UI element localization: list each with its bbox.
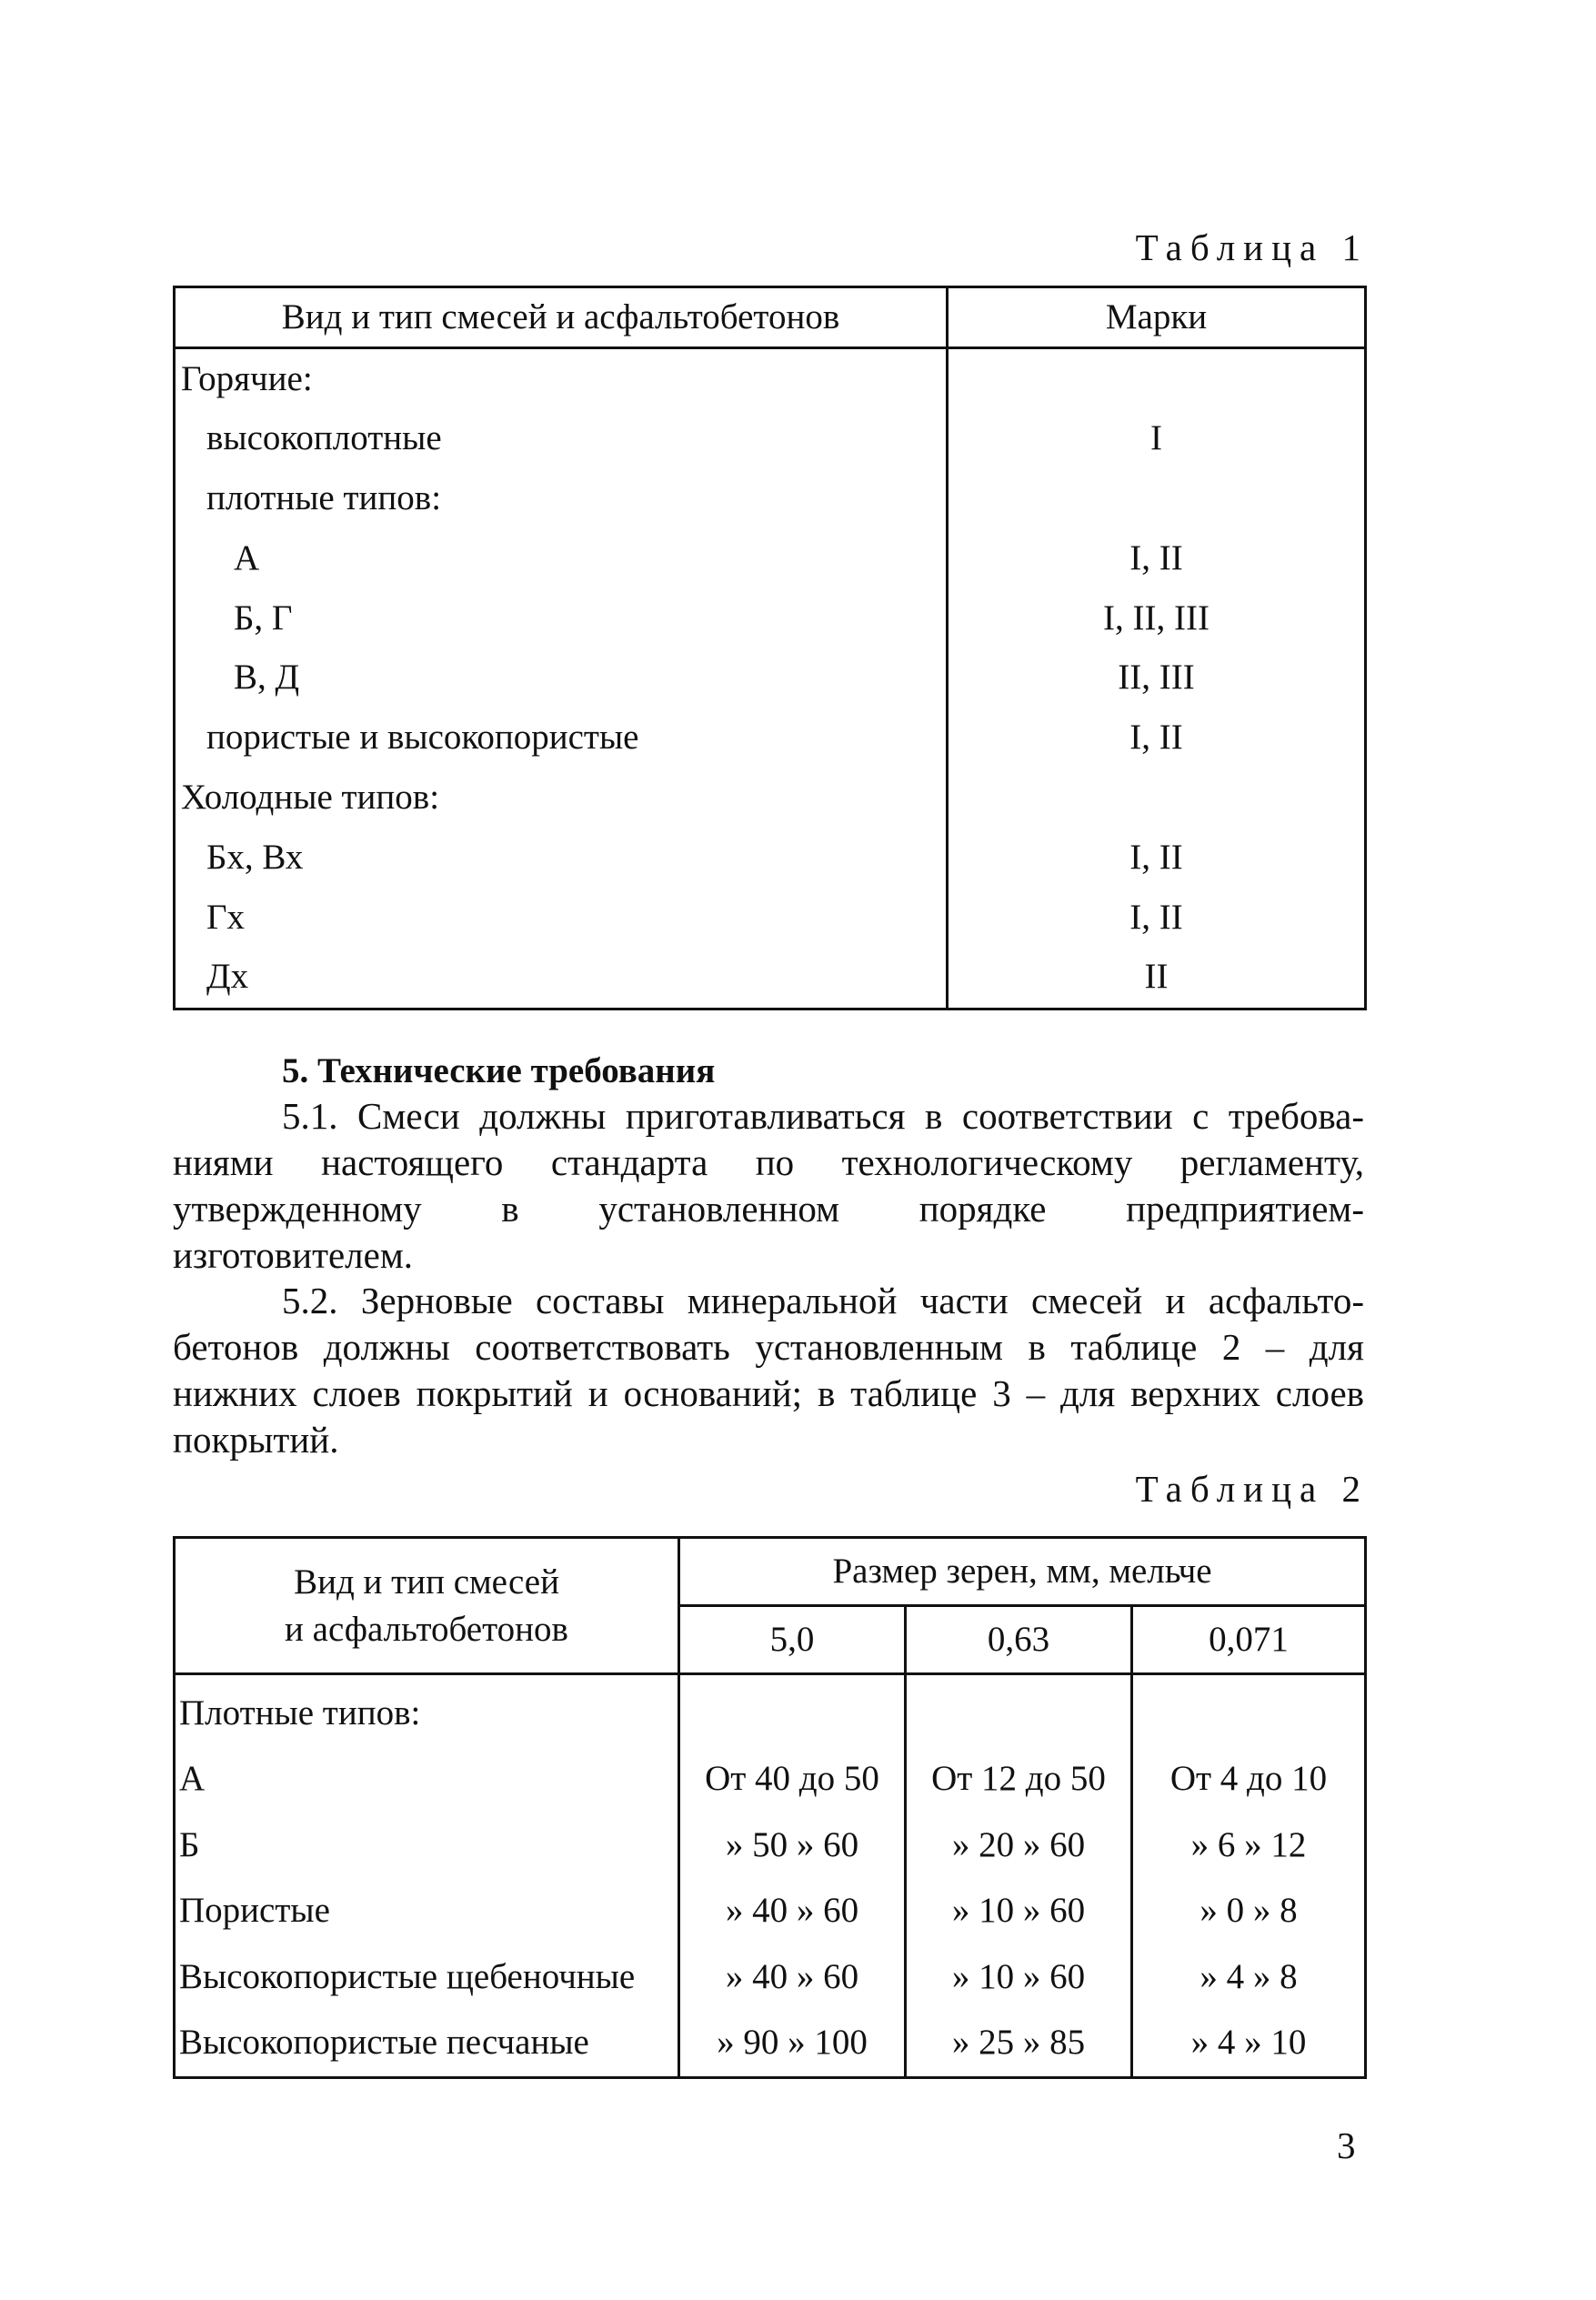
paragraph-5-2 (173, 1278, 1364, 1463)
table2-header-size: 0,071 (1132, 1606, 1366, 1674)
table2-cell: » 4 » 10 (1190, 2023, 1307, 2063)
table1-row-type: Дх (206, 957, 249, 997)
table2-row-type: Высокопористые щебеночные (179, 1956, 636, 1996)
paragraph-line: ниями настоящего стандарта по технологическому регламенту, (173, 1141, 1364, 1183)
paragraph-line: утвержденному в установленном порядке предприятием- (173, 1188, 1364, 1230)
table1-row-type: А (234, 537, 260, 578)
table2-size-0071-column (1132, 1674, 1366, 2078)
table2-body (175, 1674, 1366, 2078)
table2 (173, 1536, 1367, 2079)
table2-cell: » 90 » 100 (717, 2023, 868, 2063)
table2-row-type: Пористые (179, 1891, 330, 1931)
page-number: 3 (1337, 2124, 1356, 2166)
table2-cell: » 25 » 85 (951, 2023, 1086, 2063)
table2-cell: От 4 до 10 (1169, 1759, 1328, 1799)
table2-row-type: Высокопористые песчаные (179, 2023, 589, 2063)
table2-header-size: 5,0 (679, 1606, 906, 1674)
table2-type-column (175, 1674, 679, 2078)
table1-header-grade: Марки (948, 287, 1366, 348)
table1-row-type: высокоплотные (206, 418, 442, 458)
table2-cell: » 50 » 60 (725, 1824, 859, 1864)
table2-cell: » 0 » 8 (1200, 1891, 1298, 1931)
table1-row-type: Горячие: (181, 358, 313, 398)
table2-cell (680, 1681, 904, 1747)
table2-cell: » 4 » 8 (1200, 1956, 1298, 1996)
table1-header-row (175, 287, 1366, 348)
table2-size-5-column (679, 1674, 906, 2078)
table1-row-grade: I (1150, 418, 1162, 458)
table2-header-type-line: Вид и тип смесей (294, 1562, 559, 1602)
table1-row-type: Гх (206, 897, 246, 937)
table2-cell: » 40 » 60 (725, 1956, 859, 1996)
table1-header-type: Вид и тип смесей и асфальтобетонов (175, 287, 948, 348)
table2-row-type: А (179, 1759, 206, 1799)
table1-row-grade: I, II (1129, 837, 1183, 877)
table2-size-063-column (906, 1674, 1132, 2078)
paragraph-line: бетонов должны соответствовать установленным в таблице 2 – для (173, 1326, 1364, 1368)
paragraph-line: изготовителем. (173, 1234, 414, 1276)
table1-row-grade: II, III (1118, 658, 1195, 698)
table1-row-type: плотные типов: (206, 478, 442, 518)
table2-cell: » 10 » 60 (951, 1956, 1086, 1996)
paragraph-line: 5.2. Зерновые составы минеральной части смесей и асфальто- (282, 1280, 1364, 1321)
table2-cell: От 12 до 50 (931, 1759, 1106, 1799)
table2-header-group: Размер зерен, мм, мельче (679, 1538, 1366, 1606)
table2-header-size: 0,63 (906, 1606, 1132, 1674)
table2-cell: » 10 » 60 (951, 1891, 1086, 1931)
section-heading: 5. Технические требования (282, 1051, 716, 1090)
table1-grade-column (948, 348, 1366, 1009)
table1-type-column (175, 348, 948, 1009)
table1-caption: Таблица 1 (1135, 226, 1369, 268)
table2-header-row (175, 1538, 1366, 1606)
table1-row-grade: I, II (1129, 897, 1183, 937)
paragraph-line: нижних слоев покрытий и оснований; в таблице 3 – для верхних слоев (173, 1372, 1364, 1414)
table2-cell (907, 1681, 1130, 1747)
table2-cell: » 6 » 12 (1190, 1824, 1307, 1864)
table1-row-grade: II (1144, 957, 1169, 997)
table1-row-grade: I, II, III (1103, 598, 1210, 638)
table1-row-type: В, Д (234, 658, 300, 698)
table1 (173, 286, 1367, 1010)
table1-row-grade (949, 349, 1364, 409)
paragraph-line: покрытий. (173, 1419, 339, 1461)
table1-row-grade: I, II (1129, 537, 1183, 578)
table2-caption: Таблица 2 (1135, 1468, 1369, 1510)
table1-row-type: Бх, Вх (206, 837, 304, 877)
table1-row-grade (949, 469, 1364, 529)
table1-row-type: пористые и высокопористые (206, 718, 639, 758)
table1-row-type: Холодные типов: (181, 778, 440, 818)
table2-row-type: Б (179, 1824, 200, 1864)
paragraph-line: 5.1. Смеси должны приготавливаться в соответствии с требова- (282, 1095, 1364, 1137)
table2-header-type-line: и асфальтобетонов (285, 1609, 568, 1649)
table1-row-grade: I, II (1129, 718, 1183, 758)
table2-header-type (175, 1538, 679, 1674)
table2-cell: » 40 » 60 (725, 1891, 859, 1931)
table2-cell: От 40 до 50 (705, 1759, 879, 1799)
table1-body (175, 348, 1366, 1009)
table1-row-grade (949, 768, 1364, 829)
table2-row-type: Плотные типов: (179, 1692, 421, 1733)
table2-cell: » 20 » 60 (951, 1824, 1086, 1864)
table1-row-type: Б, Г (234, 598, 293, 638)
paragraph-5-1 (173, 1093, 1364, 1279)
table2-cell (1133, 1681, 1364, 1747)
